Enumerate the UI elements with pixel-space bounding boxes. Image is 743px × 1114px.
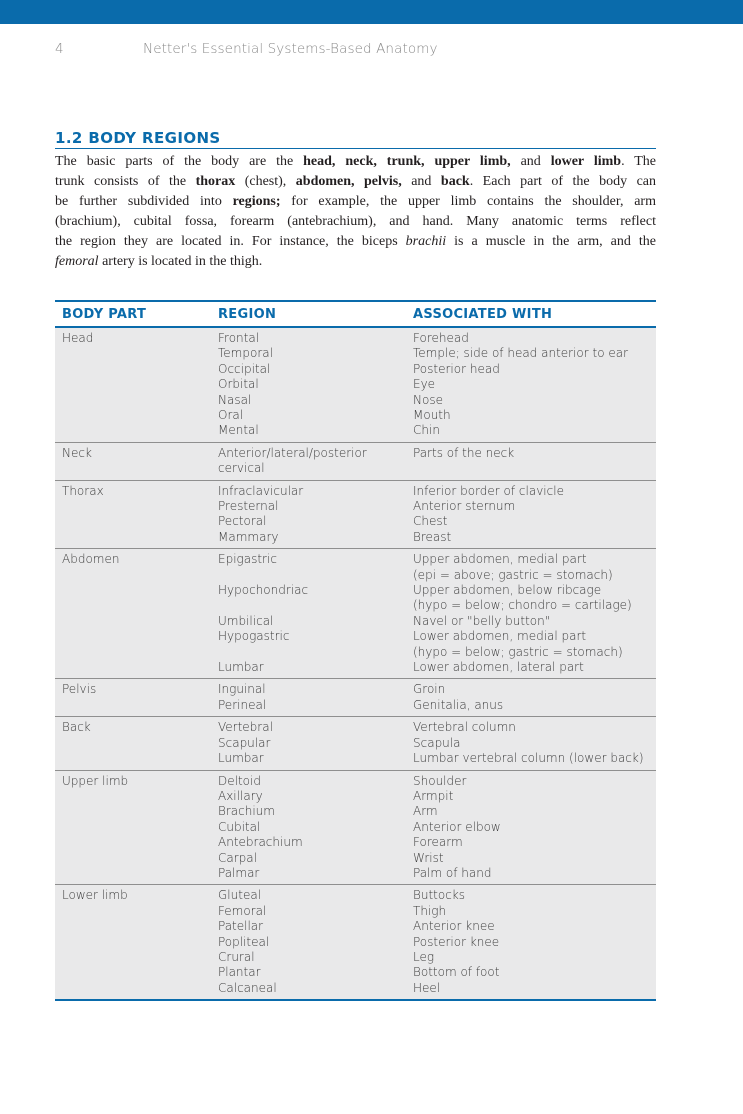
header-body-part: BODY PART [62,307,147,322]
table-row [218,851,656,866]
associated-with-line: Forearm [413,835,463,850]
associated-with-line: Scapula [413,735,461,750]
table-row [218,446,656,477]
associated-with-cell [413,789,653,804]
associated-with-line: Armpit [413,788,454,803]
associated-with-line: Lower abdomen, medial part [413,629,587,644]
associated-with-cell [413,866,653,881]
associated-with-cell [413,583,653,614]
associated-with-line: Lower abdomen, lateral part [413,660,584,675]
region-cell: Mammary [218,529,279,544]
associated-with-line: Groin [413,682,446,697]
associated-with-line: Heel [413,980,441,995]
associated-with-line: Posterior knee [413,934,500,949]
associated-with-line: Parts of the neck [413,445,515,460]
intro-line: trunk consists of the thorax (chest), abdomen, pelvis, and back. Each part of the body can [55,174,656,189]
associated-with-cell [413,698,653,713]
table-row [218,331,656,346]
table-group [55,679,656,717]
associated-with-cell [413,804,653,819]
associated-with-line: Shoulder [413,773,467,788]
associated-with-cell [413,660,653,675]
region-cell: Deltoid [218,773,261,788]
associated-with-line: Anterior sternum [413,499,516,514]
region-cell: Axillary [218,788,263,803]
associated-with-cell [413,835,653,850]
body-part-cell: Back [62,720,91,735]
associated-with-cell [413,614,653,629]
table-group [55,549,656,679]
associated-with-line: Bottom of foot [413,965,500,980]
table-row [218,789,656,804]
table-group [55,443,656,481]
associated-with-cell [413,888,653,903]
table-row [218,698,656,713]
associated-with-line: Anterior knee [413,919,495,934]
associated-with-cell [413,981,653,996]
table-row [218,736,656,751]
body-part-cell: Abdomen [62,552,120,567]
associated-with-line: Arm [413,804,438,819]
region-cell: Nasal [218,392,252,407]
associated-with-line: Anterior elbow [413,819,501,834]
table-group [55,481,656,550]
associated-with-cell [413,484,653,499]
table-row [218,423,656,438]
table-row [218,393,656,408]
body-part-cell: Pelvis [62,682,97,697]
associated-with-line: Inferior border of clavicle [413,483,564,498]
body-regions-table [55,300,656,1001]
region-cell: Occipital [218,361,271,376]
associated-with-line: (epi = above; gastric = stomach) [413,567,613,582]
table-row [218,362,656,377]
table-row [218,919,656,934]
table-row [218,682,656,697]
associated-with-cell [413,751,653,766]
table-row [218,346,656,361]
associated-with-line: Breast [413,529,452,544]
table-row [218,499,656,514]
associated-with-cell [413,720,653,735]
region-cell: Carpal [218,850,257,865]
region-cell: Umbilical [218,613,274,628]
associated-with-line: Upper abdomen, below ribcage [413,583,602,598]
body-part-cell: Upper limb [62,773,129,788]
associated-with-line: Thigh [413,903,447,918]
table-body [55,328,656,999]
table-row [218,804,656,819]
region-cell: Pectoral [218,514,267,529]
associated-with-cell [413,514,653,529]
associated-with-line: (hypo = below; gastric = stomach) [413,644,623,659]
region-cell: Infraclavicular [218,483,304,498]
region-cell: Presternal [218,499,279,514]
associated-with-line: Vertebral column [413,720,516,735]
associated-with-line: Chest [413,514,448,529]
associated-with-line: Palm of hand [413,865,492,880]
associated-with-cell [413,362,653,377]
associated-with-line: Nose [413,392,443,407]
region-cell: Antebrachium [218,835,303,850]
table-row [218,888,656,903]
intro-line: The basic parts of the body are the head, neck, trunk, upper limb, and lower limb. The [55,154,657,169]
associated-with-cell [413,965,653,980]
region-cell: Gluteal [218,888,262,903]
associated-with-cell [413,682,653,697]
top-color-bar [0,0,743,24]
region-cell: Brachium [218,804,275,819]
book-title: Netter's Essential Systems-Based Anatomy [143,41,438,57]
region-cell: Femoral [218,903,267,918]
associated-with-line: Chin [413,423,440,438]
region-cell: Cubital [218,819,261,834]
region-cell: Palmar [218,865,260,880]
body-part-cell: Lower limb [62,888,128,903]
region-cell: Temporal [218,346,273,361]
associated-with-cell [413,377,653,392]
table-group [55,885,656,999]
associated-with-cell [413,331,653,346]
table-row [218,514,656,529]
associated-with-line: Buttocks [413,888,466,903]
associated-with-line: Eye [413,377,436,392]
region-cell: Crural [218,949,255,964]
associated-with-cell [413,904,653,919]
associated-with-cell [413,851,653,866]
table-row [218,965,656,980]
associated-with-line: (hypo = below; chondro = cartilage) [413,598,632,613]
table-group [55,328,656,443]
body-part-cell: Head [62,331,94,345]
table-row [218,751,656,766]
table-group [55,717,656,770]
table-row [218,835,656,850]
associated-with-cell [413,820,653,835]
table-row [218,774,656,789]
region-cell: Mental [218,423,259,438]
region-cell: Lumbar [218,751,264,766]
associated-with-cell [413,423,653,438]
associated-with-cell [413,408,653,423]
table-row [218,629,656,660]
associated-with-cell [413,919,653,934]
intro-line: the region they are located in. For instance, the biceps brachii is a muscle in the arm, and the [55,234,656,249]
running-header [55,41,655,61]
page-number: 4 [55,41,64,57]
table-row [218,408,656,423]
region-cell: Lumbar [218,660,264,675]
region-cell: Hypogastric [218,629,290,644]
table-row [218,614,656,629]
table-group [55,771,656,886]
region-cell: Patellar [218,919,264,934]
associated-with-line: Wrist [413,850,444,865]
table-row [218,377,656,392]
body-part-cell: Neck [62,445,92,460]
table-row [218,866,656,881]
associated-with-line: Temple; side of head anterior to ear [413,346,629,361]
region-cell: Calcaneal [218,980,277,995]
intro-line: (brachium), cubital fossa, forearm (antebrachium), and hand. Many anatomic terms reflect [55,214,656,229]
associated-with-line: Navel or "belly button" [413,613,551,628]
intro-paragraph [55,152,656,272]
table-row [218,530,656,545]
region-cell: Orbital [218,377,259,392]
associated-with-line: Genitalia, anus [413,697,504,712]
associated-with-cell [413,736,653,751]
table-row [218,981,656,996]
associated-with-cell [413,446,653,461]
region-cell: Frontal [218,331,260,345]
associated-with-line: Posterior head [413,361,500,376]
table-row [218,583,656,614]
table-row [218,935,656,950]
associated-with-line: Lumbar vertebral column (lower back) [413,751,644,766]
table-row [218,904,656,919]
table-row [218,484,656,499]
header-associated-with: ASSOCIATED WITH [413,307,553,322]
table-row [218,720,656,735]
associated-with-cell [413,552,653,583]
header-region: REGION [218,307,277,322]
intro-line: femoral artery is located in the thigh. [55,254,263,269]
region-cell: Vertebral [218,720,273,735]
region-cell: Epigastric [218,552,277,567]
table-row [218,552,656,583]
associated-with-cell [413,774,653,789]
intro-line: be further subdivided into regions; for example, the upper limb contains the shoulder, arm [55,194,656,209]
region-cell: Perineal [218,697,267,712]
region-cell: Oral [218,408,244,423]
associated-with-cell [413,499,653,514]
associated-with-line: Upper abdomen, medial part [413,552,587,567]
associated-with-cell [413,346,653,361]
table-header [55,302,656,328]
table-row [218,820,656,835]
associated-with-line: Forehead [413,331,469,345]
table-row [218,950,656,965]
region-cell: Hypochondriac [218,583,309,598]
region-cell: Inguinal [218,682,266,697]
associated-with-line: Leg [413,949,435,964]
region-cell: Plantar [218,965,261,980]
region-cell: Anterior/lateral/posterior cervical [218,445,367,476]
section-heading: 1.2 BODY REGIONS [55,129,221,147]
table-row [218,660,656,675]
region-cell: Popliteal [218,934,270,949]
associated-with-cell [413,935,653,950]
associated-with-cell [413,950,653,965]
body-part-cell: Thorax [62,483,104,498]
region-cell: Scapular [218,735,271,750]
associated-with-cell [413,393,653,408]
section-rule [55,148,656,149]
associated-with-cell [413,629,653,660]
associated-with-line: Mouth [413,408,451,423]
associated-with-cell [413,530,653,545]
